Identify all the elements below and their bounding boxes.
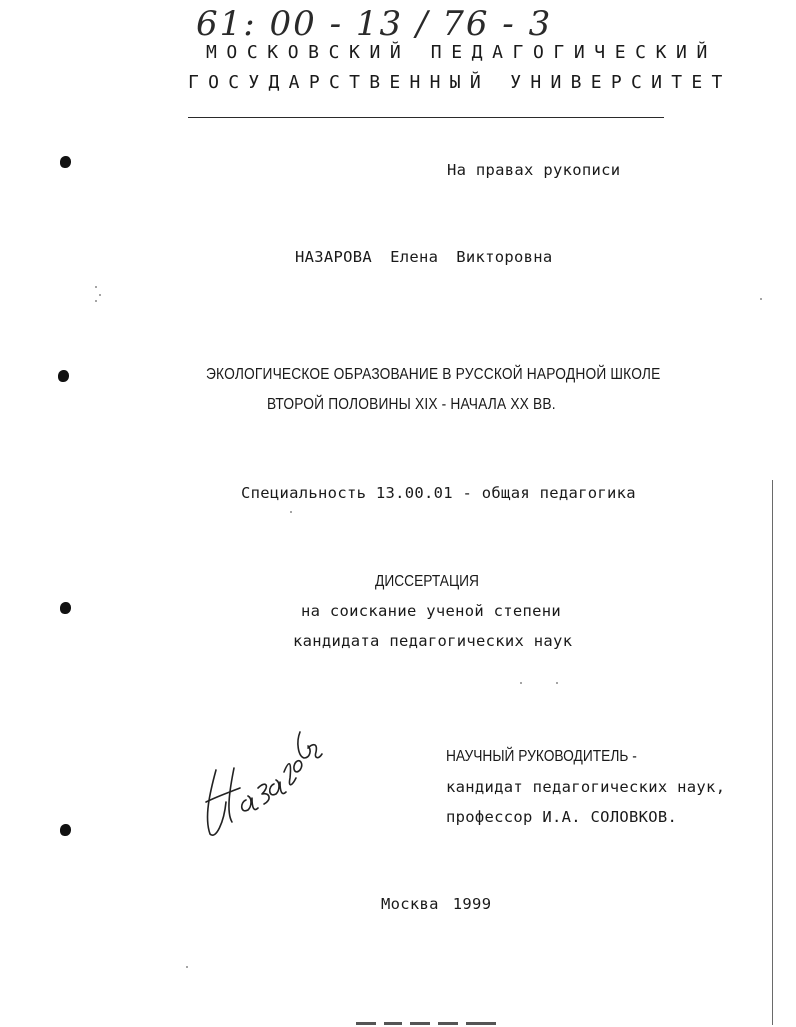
scan-speck [95,286,97,288]
scan-speck [760,298,762,300]
year: 1999 [452,895,492,913]
specialty: Специальность 13.00.01 - общая педагогика [241,484,636,502]
manuscript-note: На правах рукописи [447,161,621,179]
scan-speck [520,682,522,684]
thesis-title-line2: ВТОРОЙ ПОЛОВИНЫ XIX - НАЧАЛА XX ВВ. [267,396,556,413]
dissertation-heading: ДИССЕРТАЦИЯ [375,573,479,590]
author-name [295,248,553,266]
city: Москва [381,895,439,913]
page-edge-line [772,480,773,1025]
dissertation-field-line: кандидата педагогических наук [293,632,573,650]
dissertation-degree-line: на соискание ученой степени [301,602,562,620]
university-name-line1: МОСКОВСКИЙ ПЕДАГОГИЧЕСКИЙ [206,42,717,63]
supervisor-name: профессор И.А. СОЛОВКОВ. [446,808,678,826]
author-first-name: Елена [390,248,439,266]
punch-hole-3 [60,602,71,614]
scan-speck [556,682,558,684]
edge-dash [438,1022,458,1025]
scan-speck [290,511,292,513]
scan-speck [99,294,101,296]
punch-hole-1 [60,156,71,168]
university-name-line2: ГОСУДАРСТВЕННЫЙ УНИВЕРСИТЕТ [188,72,732,93]
supervisor-degree: кандидат педагогических наук, [446,778,726,796]
header-rule [188,117,664,118]
edge-dash [356,1022,376,1025]
punch-hole-2 [58,370,69,382]
scan-speck [95,300,97,302]
place-and-year [381,895,491,913]
punch-hole-4 [60,824,71,836]
author-signature [196,722,326,846]
edge-dash [466,1022,496,1025]
signature-drawing [196,722,326,842]
author-patronymic: Викторовна [456,248,553,266]
thesis-title-line1: ЭКОЛОГИЧЕСКОЕ ОБРАЗОВАНИЕ В РУССКОЙ НАРОДНОЙ ШКОЛЕ [206,366,661,383]
edge-dash [384,1022,402,1025]
scan-speck [186,966,188,968]
archive-number: 61: 00 - 13 / 76 - 3 [196,4,553,44]
author-surname: НАЗАРОВА [295,248,373,266]
edge-dash [410,1022,430,1025]
supervisor-heading: НАУЧНЫЙ РУКОВОДИТЕЛЬ - [446,748,637,765]
